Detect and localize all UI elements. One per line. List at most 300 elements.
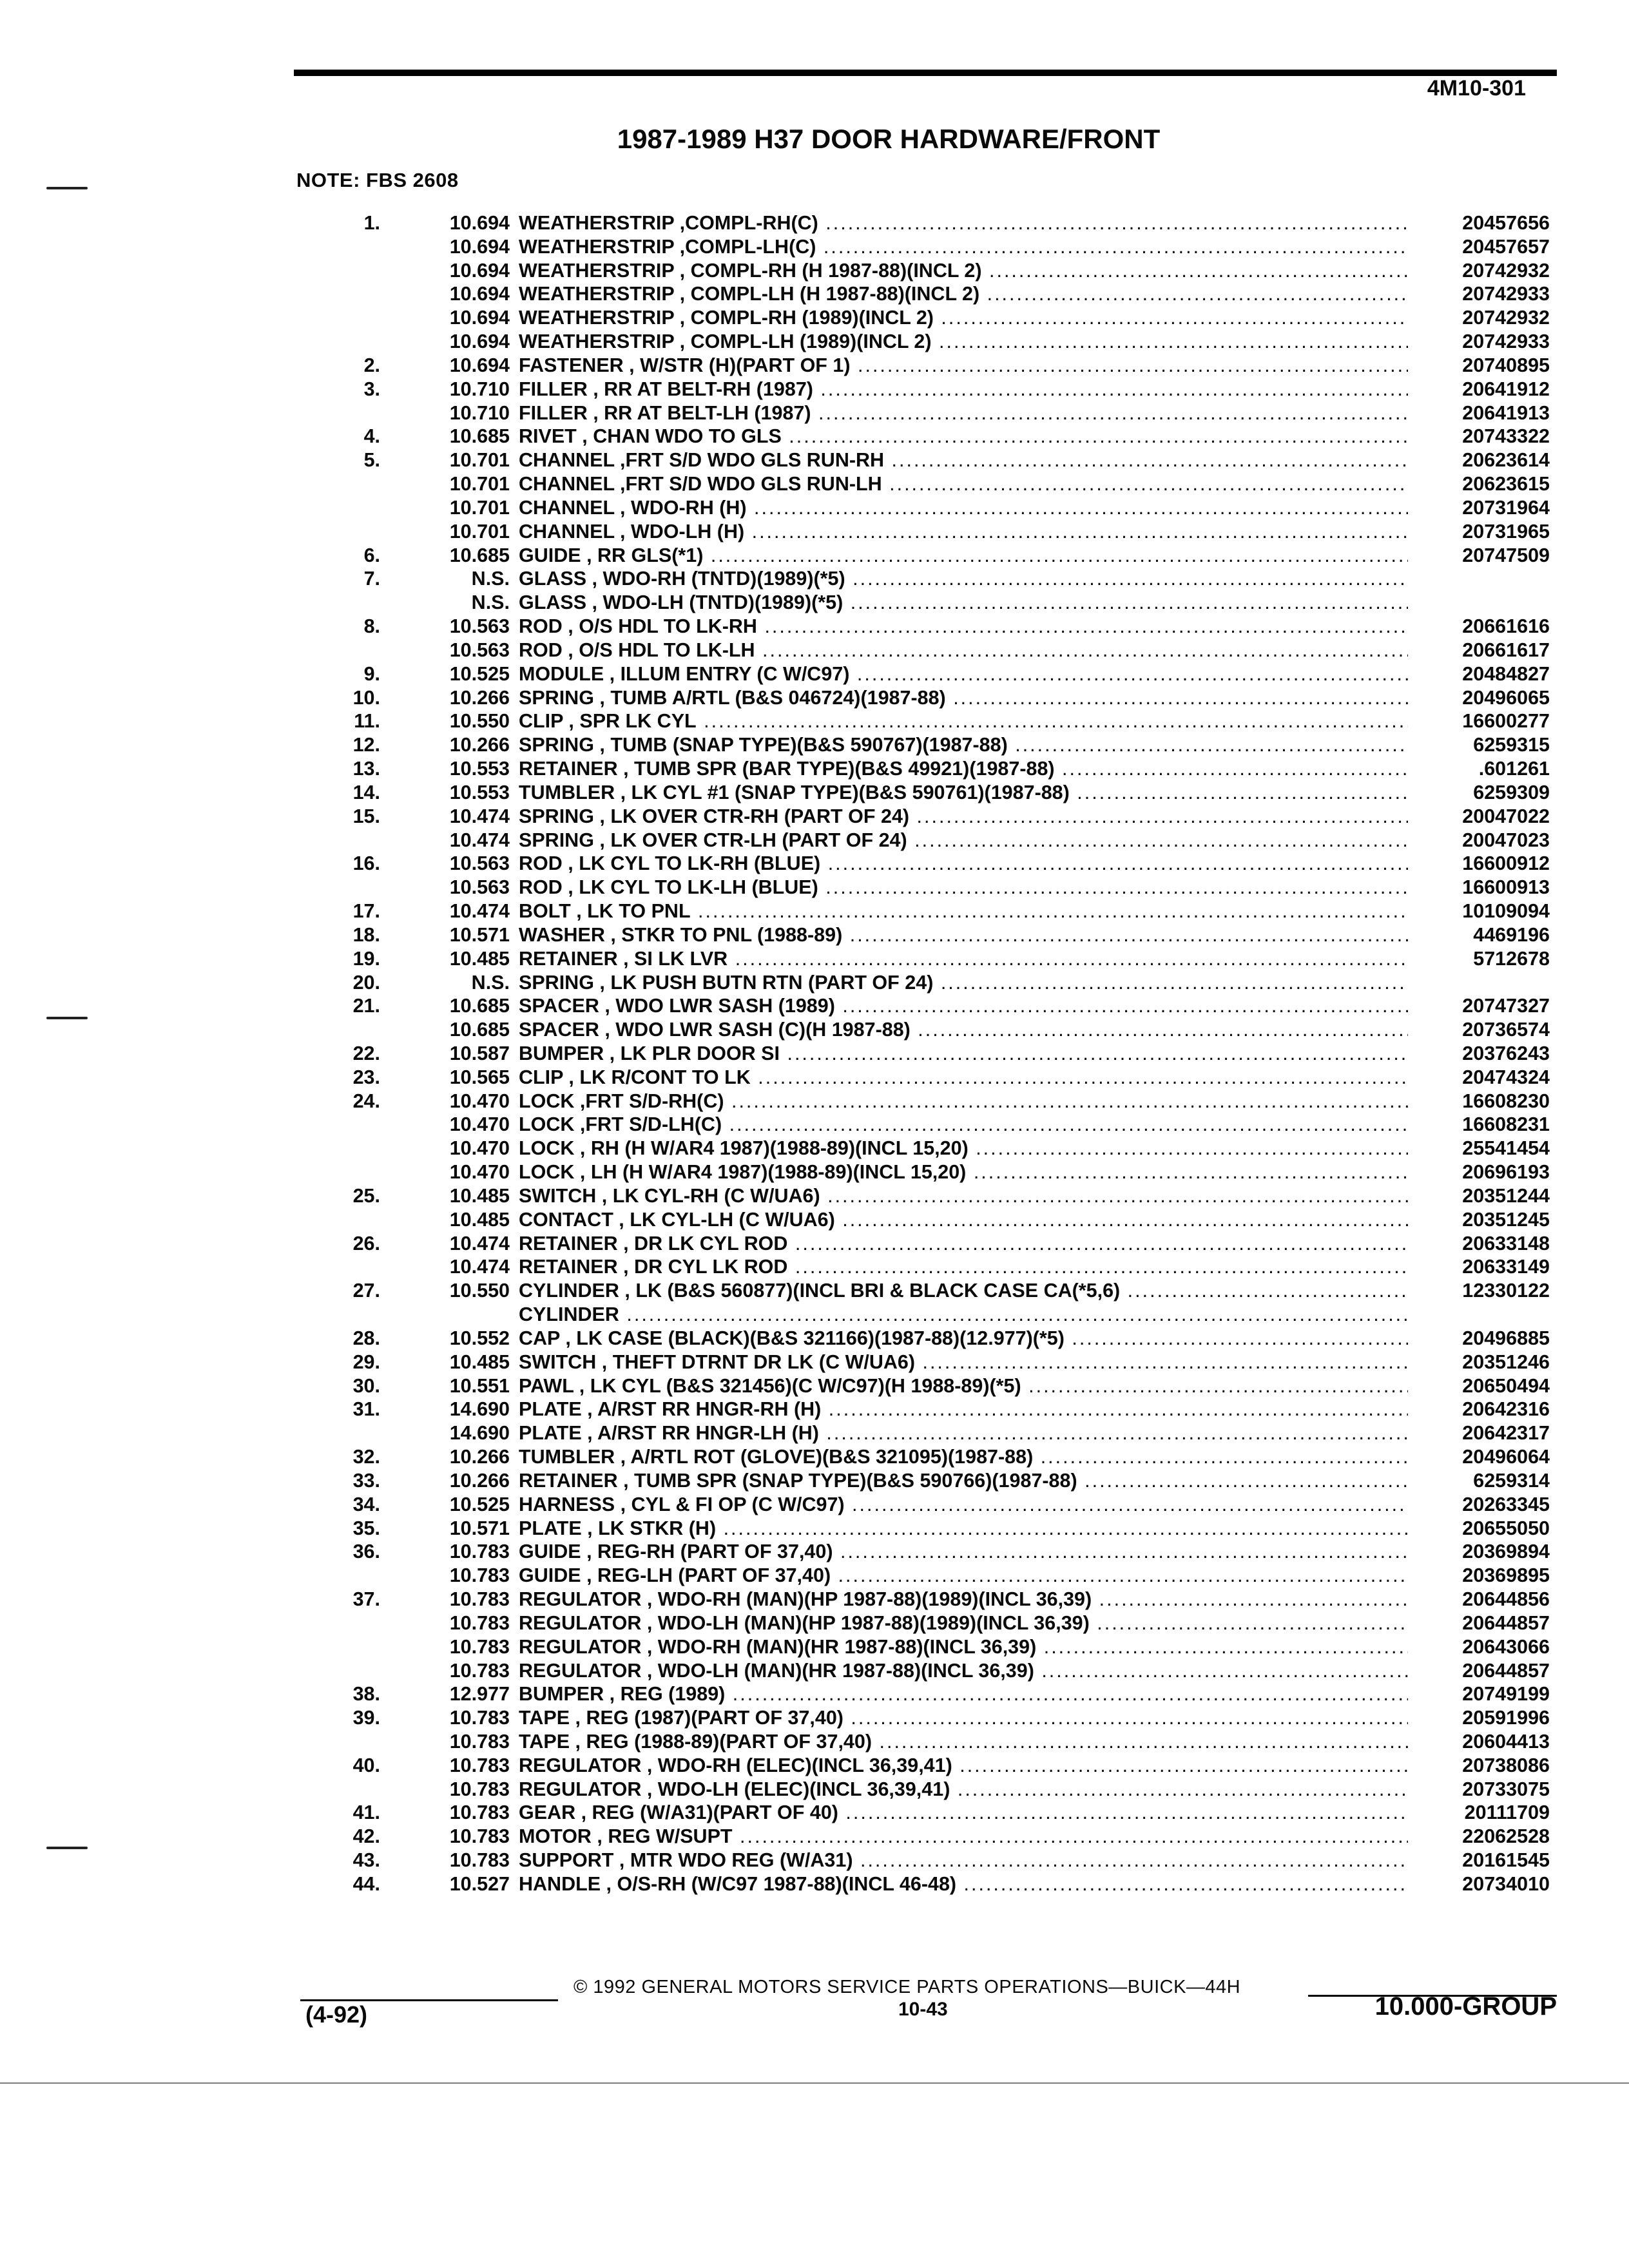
part-row [335, 1445, 1550, 1469]
item-number: 25. [352, 1184, 380, 1207]
part-description: SPRING , TUMB A/RTL (B&S 046724)(1987-88) ..... [519, 686, 1408, 710]
group-number: 10.701 [449, 520, 510, 543]
part-row [335, 1872, 1550, 1896]
item-number: 39. [352, 1707, 380, 1729]
part-number: 6259314 [1473, 1469, 1550, 1492]
part-number: 20623614 [1462, 449, 1550, 472]
part-number: 20047023 [1462, 829, 1550, 851]
part-description: PAWL , LK CYL (B&S 321456)(C W/C97)(H 1988-89)(*5) ..... [519, 1374, 1408, 1398]
part-description: SPRING , TUMB (SNAP TYPE)(B&S 590767)(1987-88) ..... [519, 733, 1408, 757]
group-number: 10.563 [449, 852, 510, 875]
group-number: 10.552 [449, 1327, 510, 1349]
part-number: 20047022 [1462, 805, 1550, 827]
item-number: 28. [352, 1327, 380, 1349]
part-number: 16600277 [1462, 710, 1550, 733]
part-number: 20733075 [1462, 1778, 1550, 1800]
group-number: 10.685 [449, 425, 510, 448]
part-number: 20742932 [1462, 259, 1550, 282]
part-description: CHANNEL ,FRT S/D WDO GLS RUN-LH ..... [519, 472, 1408, 496]
part-description: MOTOR , REG W/SUPT ..... [519, 1825, 1408, 1849]
part-number: 20644857 [1462, 1659, 1550, 1682]
item-number: 32. [352, 1446, 380, 1468]
part-description: REGULATOR , WDO-LH (ELEC)(INCL 36,39,41) ..... [519, 1778, 1408, 1802]
group-number: N.S. [471, 971, 510, 994]
part-row [335, 1611, 1550, 1635]
part-number: 20351244 [1462, 1184, 1550, 1207]
part-number: 20742932 [1462, 307, 1550, 329]
item-number: 40. [352, 1754, 380, 1776]
part-row [335, 1493, 1550, 1517]
item-number: 20. [352, 971, 380, 994]
page-title: 1987-1989 H37 DOOR HARDWARE/FRONT [617, 124, 1161, 154]
part-row [335, 829, 1550, 852]
part-description: REGULATOR , WDO-RH (MAN)(HR 1987-88)(INCL 36,39) ..... [519, 1635, 1408, 1659]
part-number: 12330122 [1462, 1280, 1550, 1302]
part-description: RETAINER , DR LK CYL ROD ..... [519, 1232, 1408, 1256]
part-row [335, 1066, 1550, 1090]
part-row [335, 1849, 1550, 1872]
part-row [335, 401, 1550, 425]
part-number: 20457656 [1462, 212, 1550, 234]
part-row [335, 639, 1550, 662]
footer-date: (4-92) [305, 2001, 368, 2028]
part-number: 16608231 [1462, 1113, 1550, 1136]
part-number: 20484827 [1462, 662, 1550, 685]
group-number: 10.485 [449, 1208, 510, 1231]
part-description: BUMPER , LK PLR DOOR SI ..... [519, 1042, 1408, 1066]
margin-mark [46, 1847, 88, 1849]
part-row [335, 1160, 1550, 1184]
part-number: 20351245 [1462, 1208, 1550, 1231]
part-description: WEATHERSTRIP , COMPL-LH (1989)(INCL 2) ..... [519, 330, 1408, 354]
part-number: 20263345 [1462, 1493, 1550, 1515]
part-number: 20736574 [1462, 1019, 1550, 1041]
part-number: 4469196 [1473, 923, 1550, 946]
part-description: PLATE , LK STKR (H) ..... [519, 1517, 1408, 1541]
part-description: REGULATOR , WDO-RH (MAN)(HP 1987-88)(1989)(INCL 36,39) ..... [519, 1588, 1408, 1611]
part-description: SPRING , LK OVER CTR-LH (PART OF 24) ..... [519, 829, 1408, 852]
group-number: 14.690 [449, 1398, 510, 1421]
item-number: 19. [352, 947, 380, 970]
part-row [335, 994, 1550, 1018]
part-number: 20496064 [1462, 1446, 1550, 1468]
part-description: REGULATOR , WDO-LH (MAN)(HR 1987-88)(INCL 36,39) ..... [519, 1659, 1408, 1683]
group-number: 10.565 [449, 1066, 510, 1088]
part-row [335, 1421, 1550, 1445]
group-number: 10.553 [449, 781, 510, 803]
group-number: 10.474 [449, 900, 510, 923]
group-number: 10.474 [449, 1256, 510, 1278]
group-number: 10.470 [449, 1137, 510, 1160]
part-number: 20351246 [1462, 1350, 1550, 1373]
part-row [335, 1113, 1550, 1137]
catalog-code: 4M10-301 [1427, 76, 1526, 101]
part-description: LOCK , LH (H W/AR4 1987)(1988-89)(INCL 15,20) ..... [519, 1160, 1408, 1184]
margin-mark [46, 1017, 88, 1019]
item-number: 27. [352, 1280, 380, 1302]
part-description: RETAINER , TUMB SPR (SNAP TYPE)(B&S 590766)(1987-88) ..... [519, 1469, 1408, 1493]
part-row [335, 1706, 1550, 1730]
part-description: PLATE , A/RST RR HNGR-RH (H) ..... [519, 1398, 1408, 1421]
part-number: 22062528 [1462, 1825, 1550, 1848]
part-row [335, 1184, 1550, 1208]
part-number: 5712678 [1473, 947, 1550, 970]
part-description: SWITCH , LK CYL-RH (C W/UA6) ..... [519, 1184, 1408, 1208]
part-number: 6259315 [1473, 734, 1550, 756]
part-row [335, 947, 1550, 971]
part-number: 20642317 [1462, 1422, 1550, 1445]
part-description: FILLER , RR AT BELT-RH (1987) ..... [519, 378, 1408, 401]
group-number: 10.587 [449, 1042, 510, 1064]
group-number: 10.550 [449, 710, 510, 733]
item-number: 6. [363, 544, 380, 566]
group-number: 10.783 [449, 1778, 510, 1800]
item-number: 38. [352, 1683, 380, 1706]
part-description: SPRING , LK PUSH BUTN RTN (PART OF 24) ..... [519, 971, 1408, 995]
part-row [335, 1232, 1550, 1256]
part-description: REGULATOR , WDO-RH (ELEC)(INCL 36,39,41) ..... [519, 1754, 1408, 1778]
group-number: 10.701 [449, 473, 510, 495]
part-row [335, 1754, 1550, 1778]
item-number: 23. [352, 1066, 380, 1088]
group-number: 10.694 [449, 283, 510, 305]
item-number: 13. [352, 758, 380, 780]
part-description: FASTENER , W/STR (H)(PART OF 1) ..... [519, 354, 1408, 378]
item-number: 9. [363, 662, 380, 685]
parts-list [335, 211, 1550, 1896]
part-row [335, 472, 1550, 496]
part-number: 20731965 [1462, 520, 1550, 543]
group-number: 10.266 [449, 734, 510, 756]
part-row [335, 1659, 1550, 1683]
item-number: 44. [352, 1872, 380, 1895]
part-number: 20743322 [1462, 425, 1550, 448]
part-number: 20641912 [1462, 378, 1550, 400]
group-number: 10.551 [449, 1374, 510, 1397]
item-number: 4. [363, 425, 380, 448]
group-number: 10.694 [449, 331, 510, 353]
part-row [335, 686, 1550, 710]
item-number: 34. [352, 1493, 380, 1515]
part-row [335, 378, 1550, 401]
part-description: WEATHERSTRIP , COMPL-LH (H 1987-88)(INCL 2) ..... [519, 282, 1408, 306]
top-rule [294, 70, 1557, 76]
item-number: 2. [363, 354, 380, 376]
group-number: 10.783 [449, 1802, 510, 1824]
part-description: HANDLE , O/S-RH (W/C97 1987-88)(INCL 46-48) ..... [519, 1872, 1408, 1896]
part-row [335, 591, 1550, 615]
part-number: 20696193 [1462, 1161, 1550, 1184]
part-description: GEAR , REG (W/A31)(PART OF 40) ..... [519, 1801, 1408, 1825]
part-number: 20740895 [1462, 354, 1550, 376]
part-description: TUMBLER , A/RTL ROT (GLOVE)(B&S 321095)(1987-88) ..... [519, 1445, 1408, 1469]
group-number: 10.694 [449, 235, 510, 258]
part-number: 20742933 [1462, 283, 1550, 305]
group-number: 10.474 [449, 805, 510, 827]
part-description: SPRING , LK OVER CTR-RH (PART OF 24) ..... [519, 805, 1408, 829]
part-number: 20738086 [1462, 1754, 1550, 1776]
group-number: 14.690 [449, 1422, 510, 1445]
part-description: WEATHERSTRIP ,COMPL-LH(C) ..... [519, 235, 1408, 259]
part-row [335, 259, 1550, 283]
group-number: 10.783 [449, 1541, 510, 1563]
group-number: 10.474 [449, 1232, 510, 1254]
part-description: GLASS , WDO-LH (TNTD)(1989)(*5) ..... [519, 591, 1408, 615]
part-row [335, 1801, 1550, 1825]
part-number: 20111709 [1464, 1802, 1550, 1824]
part-row [335, 709, 1550, 733]
part-number: 10109094 [1462, 900, 1550, 923]
part-row [335, 1540, 1550, 1564]
part-row [335, 757, 1550, 781]
part-row [335, 733, 1550, 757]
part-number: 20661616 [1462, 615, 1550, 638]
group-number: 10.485 [449, 947, 510, 970]
group-number: 10.266 [449, 1446, 510, 1468]
part-description: HARNESS , CYL & FI OP (C W/C97) ..... [519, 1493, 1408, 1517]
part-description: CLIP , SPR LK CYL ..... [519, 709, 1408, 733]
part-row [335, 899, 1550, 923]
part-number: 20496065 [1462, 686, 1550, 709]
part-description: SPACER , WDO LWR SASH (C)(H 1987-88) ..... [519, 1018, 1408, 1042]
part-number: 20376243 [1462, 1042, 1550, 1064]
part-row [335, 567, 1550, 591]
group-number: 10.694 [449, 354, 510, 376]
part-number: 20734010 [1462, 1872, 1550, 1895]
part-description: TAPE , REG (1987)(PART OF 37,40) ..... [519, 1706, 1408, 1730]
part-row [335, 1303, 1550, 1327]
item-number: 5. [363, 449, 380, 472]
item-number: 15. [352, 805, 380, 827]
part-number: 20642316 [1462, 1398, 1550, 1421]
part-row [335, 1635, 1550, 1659]
part-row [335, 1682, 1550, 1706]
part-row [335, 282, 1550, 306]
part-row [335, 1279, 1550, 1303]
part-description: MODULE , ILLUM ENTRY (C W/C97) ..... [519, 662, 1408, 686]
part-row [335, 496, 1550, 520]
group-number: 10.563 [449, 876, 510, 899]
note: NOTE: FBS 2608 [296, 169, 459, 191]
group-number: 10.685 [449, 1019, 510, 1041]
item-number: 12. [352, 734, 380, 756]
part-description: RETAINER , TUMB SPR (BAR TYPE)(B&S 49921)(1987-88) ..... [519, 757, 1408, 781]
part-row [335, 1350, 1550, 1374]
part-description: BUMPER , REG (1989) ..... [519, 1682, 1408, 1706]
part-row [335, 1255, 1550, 1279]
group-number: 10.710 [449, 401, 510, 424]
part-description: GUIDE , REG-LH (PART OF 37,40) ..... [519, 1564, 1408, 1588]
part-description: TAPE , REG (1988-89)(PART OF 37,40) ..... [519, 1730, 1408, 1754]
part-row [335, 1588, 1550, 1611]
group-number: 10.694 [449, 212, 510, 234]
group-number: 10.783 [449, 1659, 510, 1682]
part-description: CHANNEL , WDO-RH (H) ..... [519, 496, 1408, 520]
part-description: ROD , O/S HDL TO LK-LH ..... [519, 639, 1408, 662]
group-number: 10.485 [449, 1350, 510, 1373]
part-description: GUIDE , REG-RH (PART OF 37,40) ..... [519, 1540, 1408, 1564]
item-number: 22. [352, 1042, 380, 1064]
part-row [335, 544, 1550, 568]
part-row [335, 852, 1550, 876]
part-description: RIVET , CHAN WDO TO GLS ..... [519, 425, 1408, 448]
part-row [335, 520, 1550, 544]
part-number: 20661617 [1462, 639, 1550, 661]
item-number: 33. [352, 1469, 380, 1492]
part-row [335, 1042, 1550, 1066]
part-description: ROD , LK CYL TO LK-RH (BLUE) ..... [519, 852, 1408, 876]
group-number: 10.783 [449, 1754, 510, 1776]
item-number: 3. [363, 378, 380, 400]
part-number: 20644856 [1462, 1588, 1550, 1611]
group-number: 10.783 [449, 1588, 510, 1611]
group-number: 10.783 [449, 1611, 510, 1634]
part-description: CLIP , LK R/CONT TO LK ..... [519, 1066, 1408, 1090]
part-description: LOCK , RH (H W/AR4 1987)(1988-89)(INCL 15,20) ..... [519, 1137, 1408, 1160]
part-number: 20749199 [1462, 1683, 1550, 1706]
item-number: 1. [363, 212, 380, 234]
group-number: 10.470 [449, 1090, 510, 1112]
part-description: CHANNEL , WDO-LH (H) ..... [519, 520, 1408, 544]
part-description: TUMBLER , LK CYL #1 (SNAP TYPE)(B&S 590761)(1987-88) ..... [519, 781, 1408, 805]
group-number: 10.783 [449, 1635, 510, 1658]
part-row [335, 1327, 1550, 1350]
group-number: 12.977 [449, 1683, 510, 1706]
part-row [335, 876, 1550, 899]
group-number: 10.527 [449, 1872, 510, 1895]
item-number: 30. [352, 1374, 380, 1397]
group-number: 10.553 [449, 758, 510, 780]
part-row [335, 805, 1550, 829]
item-number: 24. [352, 1090, 380, 1112]
group-number: 10.525 [449, 662, 510, 685]
part-number: 25541454 [1462, 1137, 1550, 1160]
part-description: GUIDE , RR GLS(*1) ..... [519, 544, 1408, 568]
part-number: 20650494 [1462, 1374, 1550, 1397]
part-description: BOLT , LK TO PNL ..... [519, 899, 1408, 923]
part-row [335, 1564, 1550, 1588]
group-number: 10.710 [449, 378, 510, 400]
part-row [335, 923, 1550, 947]
part-number: 20161545 [1462, 1849, 1550, 1872]
part-row [335, 306, 1550, 330]
part-row [335, 235, 1550, 259]
part-number: 20369894 [1462, 1541, 1550, 1563]
part-description: RETAINER , SI LK LVR ..... [519, 947, 1408, 971]
part-description: WASHER , STKR TO PNL (1988-89) ..... [519, 923, 1408, 947]
part-row [335, 1398, 1550, 1421]
group-number: 10.685 [449, 995, 510, 1017]
part-number: 20641913 [1462, 401, 1550, 424]
part-row [335, 1090, 1550, 1113]
part-row [335, 971, 1550, 995]
group-number: 10.563 [449, 615, 510, 638]
item-number: 10. [352, 686, 380, 709]
part-row [335, 1374, 1550, 1398]
part-description: WEATHERSTRIP ,COMPL-RH(C) ..... [519, 211, 1408, 235]
group-number: 10.694 [449, 259, 510, 282]
part-number: 20496885 [1462, 1327, 1550, 1349]
part-description: REGULATOR , WDO-LH (MAN)(HP 1987-88)(1989)(INCL 36,39) ..... [519, 1611, 1408, 1635]
part-number: 20643066 [1462, 1635, 1550, 1658]
group-number: 10.470 [449, 1161, 510, 1184]
part-row [335, 1825, 1550, 1849]
part-description: CAP , LK CASE (BLACK)(B&S 321166)(1987-88)(12.977)(*5) ..... [519, 1327, 1408, 1350]
item-number: 18. [352, 923, 380, 946]
part-number: 20633148 [1462, 1232, 1550, 1254]
group-number: N.S. [471, 568, 510, 590]
part-row [335, 1778, 1550, 1802]
part-description: SUPPORT , MTR WDO REG (W/A31) ..... [519, 1849, 1408, 1872]
part-row [335, 615, 1550, 639]
group-number: 10.571 [449, 923, 510, 946]
part-description: WEATHERSTRIP , COMPL-RH (1989)(INCL 2) ..... [519, 306, 1408, 330]
part-number: 16600913 [1462, 876, 1550, 899]
item-number: 14. [352, 781, 380, 803]
group-number: 10.470 [449, 1113, 510, 1136]
part-number: 20644857 [1462, 1611, 1550, 1634]
part-number: 20633149 [1462, 1256, 1550, 1278]
group-number: 10.783 [449, 1731, 510, 1753]
part-description: PLATE , A/RST RR HNGR-LH (H) ..... [519, 1421, 1408, 1445]
item-number: 29. [352, 1350, 380, 1373]
part-description: SWITCH , THEFT DTRNT DR LK (C W/UA6) ..... [519, 1350, 1408, 1374]
part-description: LOCK ,FRT S/D-LH(C) ..... [519, 1113, 1408, 1137]
part-row [335, 1208, 1550, 1232]
part-number: 6259309 [1473, 781, 1550, 803]
scan-line [0, 2082, 1629, 2084]
item-number: 36. [352, 1541, 380, 1563]
item-number: 17. [352, 900, 380, 923]
part-number: 20604413 [1462, 1731, 1550, 1753]
group-number: 10.783 [449, 1849, 510, 1872]
part-description: FILLER , RR AT BELT-LH (1987) ..... [519, 401, 1408, 425]
part-number: 20747509 [1462, 544, 1550, 566]
group-number: 10.563 [449, 639, 510, 661]
part-number: 20655050 [1462, 1517, 1550, 1539]
part-row [335, 425, 1550, 448]
margin-mark [46, 187, 88, 189]
part-row [335, 1730, 1550, 1754]
group-number: 10.685 [449, 544, 510, 566]
item-number: 16. [352, 852, 380, 875]
part-description: CONTACT , LK CYL-LH (C W/UA6) ..... [519, 1208, 1408, 1232]
group-number: 10.550 [449, 1280, 510, 1302]
part-description: CYLINDER , LK (B&S 560877)(INCL BRI & BLACK CASE CA(*5,6) ..... [519, 1279, 1408, 1303]
item-number: 26. [352, 1232, 380, 1254]
part-number: 20747327 [1462, 995, 1550, 1017]
part-number: 20742933 [1462, 331, 1550, 353]
part-description: LOCK ,FRT S/D-RH(C) ..... [519, 1090, 1408, 1113]
group-number: N.S. [471, 591, 510, 614]
part-number: 16608230 [1462, 1090, 1550, 1112]
part-number: 20457657 [1462, 235, 1550, 258]
item-number: 35. [352, 1517, 380, 1539]
group-number: 10.783 [449, 1564, 510, 1587]
part-description: CHANNEL ,FRT S/D WDO GLS RUN-RH ..... [519, 448, 1408, 472]
part-number: 20474324 [1462, 1066, 1550, 1088]
part-row [335, 1517, 1550, 1541]
group-number: 10.694 [449, 307, 510, 329]
part-row [335, 448, 1550, 472]
item-number: 43. [352, 1849, 380, 1872]
part-row [335, 354, 1550, 378]
part-row [335, 662, 1550, 686]
part-row [335, 1018, 1550, 1042]
part-description: WEATHERSTRIP , COMPL-RH (H 1987-88)(INCL 2) ..... [519, 259, 1408, 283]
group-number: 10.474 [449, 829, 510, 851]
part-description: ROD , LK CYL TO LK-LH (BLUE) ..... [519, 876, 1408, 899]
